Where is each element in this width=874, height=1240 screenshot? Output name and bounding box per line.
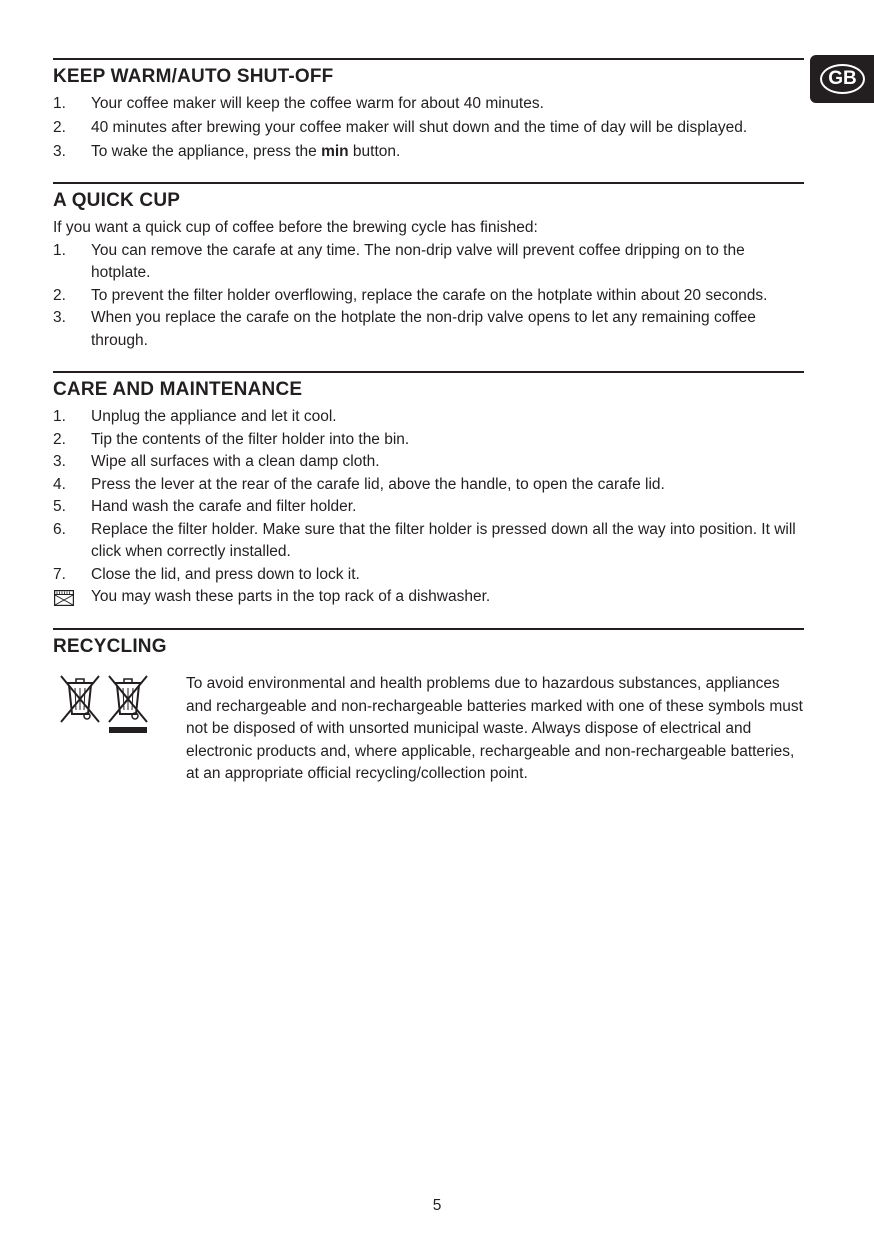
item-text: Your coffee maker will keep the coffee warm for about 40 minutes. [91, 95, 544, 112]
section-title: KEEP WARM/AUTO SHUT-OFF [53, 66, 334, 87]
item-text: Replace the filter holder. Make sure that the filter holder is pressed down all the way into position. It will click when correctly installed. [91, 520, 796, 560]
item-number: 7. [53, 565, 66, 583]
dishwasher-note [53, 586, 804, 609]
list-item [53, 285, 804, 308]
item-number: 2. [53, 286, 66, 304]
item-text: You can remove the carafe at any time. The non-drip valve will prevent coffee dripping on to the hotplate. [91, 241, 745, 281]
dishwasher-icon [54, 590, 74, 606]
item-text-after: button. [348, 143, 401, 160]
item-number: 3. [53, 143, 66, 160]
care-list [53, 406, 804, 609]
section-recycling [53, 628, 804, 810]
item-number: 2. [53, 430, 66, 448]
list-item [53, 519, 804, 564]
item-number: 4. [53, 475, 66, 493]
list-item [53, 240, 804, 285]
keep-warm-list [53, 93, 804, 164]
language-badge [810, 55, 874, 103]
item-text-before: To wake the appliance, press the [91, 143, 322, 160]
list-item [53, 406, 804, 429]
list-item [53, 93, 804, 116]
list-item [53, 307, 804, 352]
item-text: You may wash these parts in the top rack of a dishwasher. [91, 588, 491, 605]
item-text: 40 minutes after brewing your coffee maker will shut down and the time of day will be displayed. [91, 118, 748, 136]
item-text: Press the lever at the rear of the carafe lid, above the handle, to open the carafe lid. [91, 475, 665, 493]
section-quick-cup [53, 182, 804, 352]
item-number: 1. [53, 95, 66, 112]
item-text: Tip the contents of the filter holder into the bin. [91, 430, 410, 448]
item-number: 3. [53, 309, 66, 326]
item-text: To prevent the filter holder overflowing, replace the carafe on the hotplate within about 20 seconds. [91, 286, 768, 304]
recycling-text: To avoid environmental and health problems due to hazardous substances, appliances and rechargeable and non-rechargeable batteries marked with one of these symbols must not be disposed of with unsorted municipal waste. Always dispose of electrical and electronic products and, where applicable, rechargeable and non-rechargeable batteries, at an appropriate official recycling/collection point. [186, 675, 803, 782]
section-keep-warm [53, 58, 804, 164]
item-number: 2. [53, 118, 66, 136]
list-item [53, 429, 804, 452]
crossed-bin-bar-icon [107, 674, 149, 736]
crossed-bin-icon [59, 674, 101, 724]
min-button-label: min [321, 143, 349, 160]
section-intro: If you want a quick cup of coffee before the brewing cycle has finished: [53, 219, 538, 236]
list-item [53, 496, 804, 519]
list-item [53, 474, 804, 497]
quick-cup-list [53, 240, 804, 353]
section-title: CARE AND MAINTENANCE [53, 379, 303, 400]
item-number: 1. [53, 241, 66, 259]
item-text: Unplug the appliance and let it cool. [91, 408, 337, 425]
item-number: 3. [53, 453, 66, 470]
section-title: A QUICK CUP [53, 190, 181, 211]
page-number: 5 [432, 1197, 442, 1214]
item-text: Wipe all surfaces with a clean damp cloth. [91, 453, 380, 470]
language-badge-label: GB [820, 64, 865, 94]
list-item [53, 117, 804, 140]
item-text: When you replace the carafe on the hotplate the non-drip valve opens to let any remaining coffee through. [91, 309, 756, 349]
item-text: Close the lid, and press down to lock it. [91, 565, 360, 583]
section-title: RECYCLING [53, 636, 167, 657]
item-text: Hand wash the carafe and filter holder. [91, 498, 357, 515]
list-item [53, 141, 804, 164]
item-number: 6. [53, 520, 66, 538]
section-care-maintenance [53, 371, 804, 609]
item-number: 1. [53, 408, 66, 425]
item-number: 5. [53, 498, 66, 515]
list-item [53, 451, 804, 474]
list-item [53, 564, 804, 587]
